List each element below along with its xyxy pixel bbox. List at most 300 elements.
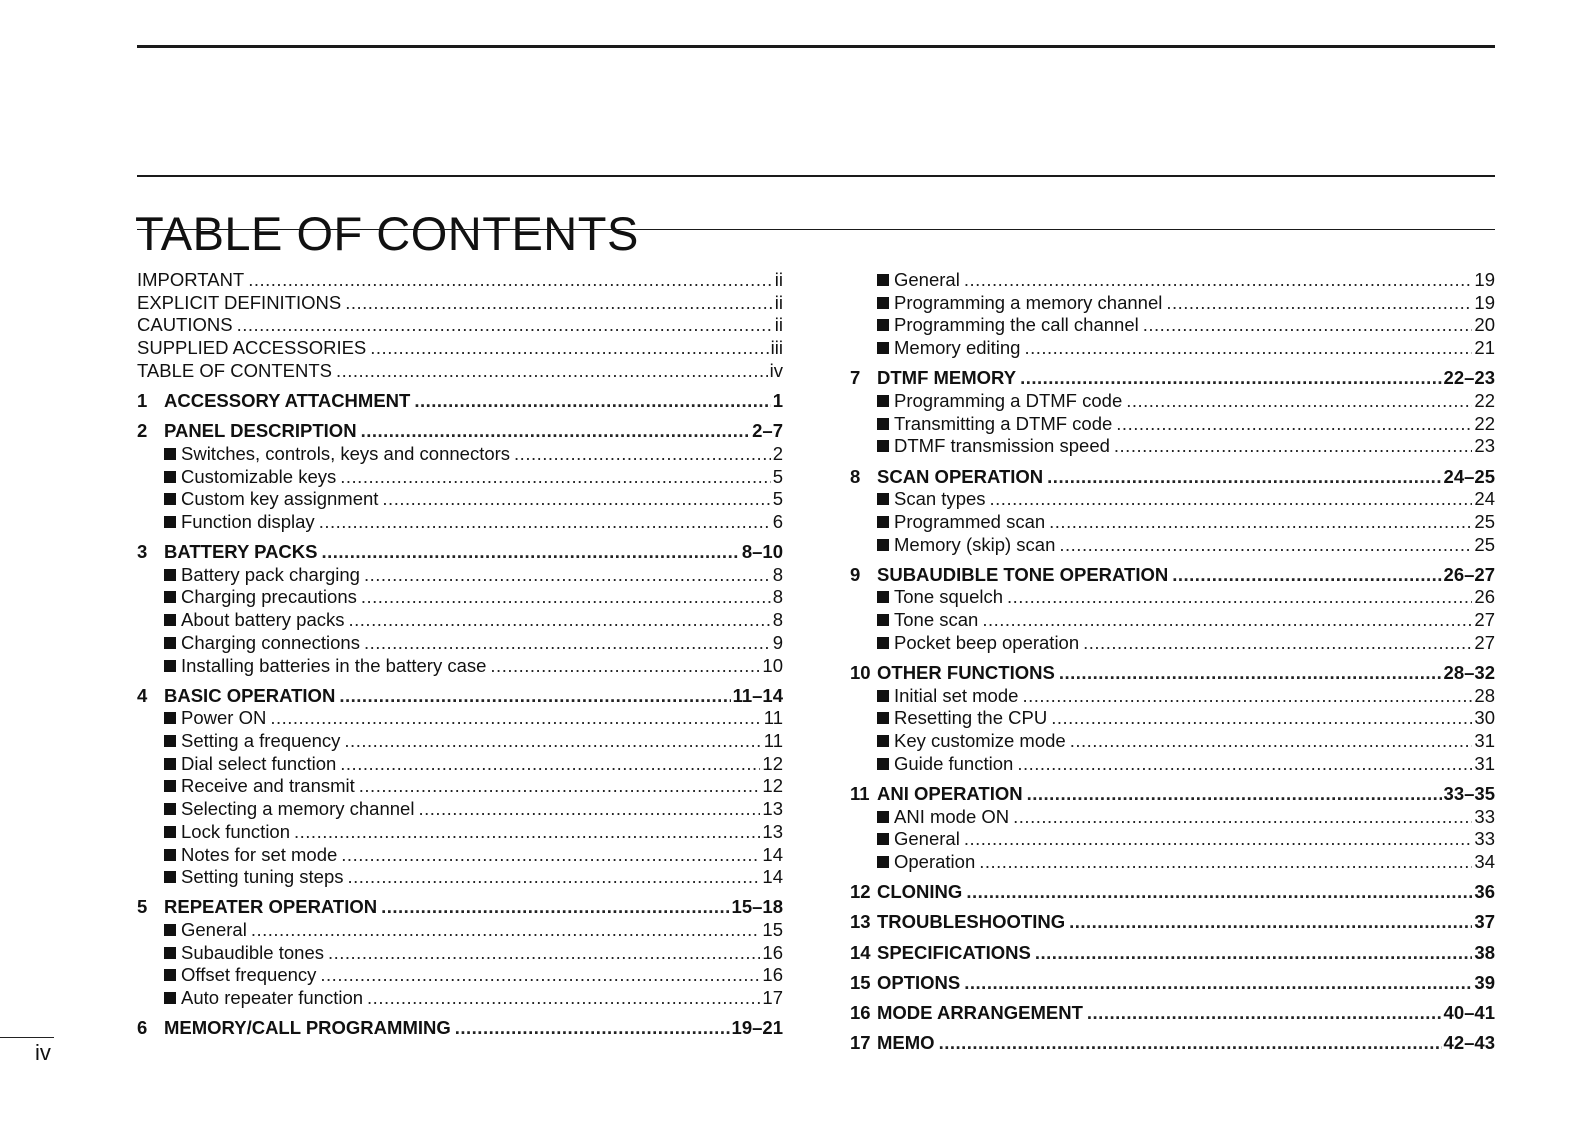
toc-entry-page: 16 — [762, 941, 783, 963]
toc-entry[interactable] — [137, 488, 783, 511]
dot-leader — [270, 707, 761, 730]
toc-entry-title: DTMF MEMORY — [877, 367, 1017, 389]
square-bullet-icon — [164, 947, 176, 959]
toc-entry-title: Receive and transmit — [181, 775, 355, 797]
toc-entry-page: 6 — [772, 510, 783, 532]
square-bullet-icon — [164, 849, 176, 861]
toc-entry[interactable] — [850, 292, 1495, 315]
toc-entry-title: Subaudible tones — [181, 941, 324, 963]
toc-entry[interactable] — [850, 972, 1495, 995]
toc-entry[interactable] — [850, 632, 1495, 655]
toc-entry[interactable] — [137, 730, 783, 753]
toc-entry[interactable] — [137, 775, 783, 798]
toc-entry-page: 34 — [1474, 851, 1495, 872]
square-bullet-icon — [164, 803, 176, 815]
toc-entry-title: Switches, controls, keys and connectors — [181, 442, 511, 464]
toc-entry[interactable] — [850, 911, 1495, 934]
toc-entry-page: 19–21 — [731, 1017, 783, 1039]
toc-entry[interactable] — [850, 1032, 1495, 1055]
toc-entry-title: EXPLICIT DEFINITIONS — [137, 291, 342, 313]
toc-entry-title: Scan types — [894, 488, 986, 510]
toc-entry[interactable] — [137, 337, 783, 360]
square-bullet-icon — [164, 660, 176, 672]
dot-leader — [1013, 806, 1472, 829]
toc-entry[interactable] — [850, 806, 1495, 829]
dot-leader — [1166, 292, 1472, 315]
toc-entry-page: 14 — [762, 866, 783, 888]
dot-leader — [361, 586, 771, 609]
toc-entry[interactable] — [137, 314, 783, 337]
toc-entry-number: 16 — [850, 1001, 871, 1023]
dot-leader — [966, 881, 1472, 904]
toc-entry[interactable] — [137, 844, 783, 867]
square-bullet-icon — [164, 471, 176, 483]
dot-leader — [1172, 564, 1441, 587]
square-bullet-icon — [164, 493, 176, 505]
toc-entry[interactable] — [137, 987, 783, 1010]
toc-entry[interactable] — [137, 292, 783, 315]
toc-entry-page: 17 — [762, 987, 783, 1009]
square-bullet-icon — [877, 395, 889, 407]
dot-leader — [320, 964, 760, 987]
toc-entry-title: Programming a memory channel — [894, 291, 1163, 313]
toc-entry[interactable] — [850, 828, 1495, 851]
toc-entry[interactable] — [850, 511, 1495, 534]
toc-entry-page: 39 — [1474, 971, 1495, 993]
dot-leader — [294, 821, 760, 844]
toc-entry-title: Custom key assignment — [181, 488, 379, 510]
toc-entry-page: 33 — [1474, 805, 1495, 827]
toc-entry-page: 24 — [1474, 488, 1495, 510]
toc-entry-title: Initial set mode — [894, 684, 1019, 706]
dot-leader — [455, 1017, 730, 1040]
toc-entry-title: Key customize mode — [894, 730, 1066, 752]
toc-entry-title: MEMORY/CALL PROGRAMMING — [164, 1017, 451, 1039]
toc-entry-page: 22 — [1474, 389, 1495, 411]
toc-entry[interactable] — [137, 1017, 783, 1040]
square-bullet-icon — [877, 690, 889, 702]
toc-entry-page: 11 — [763, 730, 783, 752]
toc-entry-page: ii — [774, 314, 783, 336]
dot-leader — [490, 655, 760, 678]
square-bullet-icon — [164, 758, 176, 770]
toc-entry-number: 12 — [850, 881, 871, 903]
toc-entry-page: 28–32 — [1443, 662, 1495, 683]
toc-entry-page: 8 — [772, 609, 783, 631]
dot-leader — [979, 851, 1472, 874]
toc-entry[interactable] — [137, 866, 783, 889]
toc-entry-page: 36 — [1474, 881, 1495, 903]
toc-entry-page: 33–35 — [1443, 782, 1495, 804]
toc-entry-title: Battery pack charging — [181, 563, 360, 585]
toc-entry-number: 8 — [850, 465, 861, 487]
dot-leader — [381, 896, 729, 919]
square-bullet-icon — [164, 780, 176, 792]
dot-leader — [939, 1032, 1442, 1055]
toc-entry[interactable] — [137, 269, 783, 292]
toc-entry-page: 13 — [762, 820, 783, 842]
square-bullet-icon — [164, 969, 176, 981]
dot-leader — [418, 798, 760, 821]
toc-entry[interactable] — [850, 337, 1495, 360]
toc-entry-title: ACCESSORY ATTACHMENT — [164, 389, 411, 411]
dot-leader — [1126, 390, 1472, 413]
toc-entry-title: Programmed scan — [894, 510, 1046, 532]
toc-entry[interactable] — [137, 942, 783, 965]
dot-leader — [328, 942, 760, 965]
dot-leader — [339, 685, 730, 708]
square-bullet-icon — [164, 871, 176, 883]
toc-entry-title: PANEL DESCRIPTION — [164, 420, 357, 442]
square-bullet-icon — [877, 440, 889, 452]
dot-leader — [964, 269, 1473, 292]
toc-entry-title: CLONING — [877, 881, 963, 903]
dot-leader — [414, 390, 770, 413]
toc-right-column — [850, 269, 1495, 1055]
toc-entry-title: Tone squelch — [894, 586, 1004, 608]
toc-entry[interactable] — [137, 919, 783, 942]
toc-entry[interactable] — [850, 942, 1495, 965]
square-bullet-icon — [877, 811, 889, 823]
dot-leader — [1087, 1002, 1442, 1025]
square-bullet-icon — [164, 637, 176, 649]
square-bullet-icon — [877, 297, 889, 309]
toc-entry-number: 7 — [850, 367, 861, 389]
toc-entry[interactable] — [850, 851, 1495, 874]
toc-entry-number: 15 — [850, 971, 871, 993]
dot-leader — [251, 919, 761, 942]
toc-entry[interactable] — [850, 881, 1495, 904]
square-bullet-icon — [877, 712, 889, 724]
toc-entry-page: 5 — [772, 465, 783, 487]
dot-leader — [344, 730, 761, 753]
toc-entry-page: 14 — [762, 843, 783, 865]
dot-leader — [1020, 367, 1441, 390]
dot-leader — [1049, 511, 1472, 534]
toc-entry[interactable] — [137, 390, 783, 413]
dot-leader — [248, 269, 773, 292]
dot-leader — [1143, 314, 1473, 337]
toc-entry[interactable] — [137, 511, 783, 534]
toc-entry-title: Setting a frequency — [181, 730, 341, 752]
toc-entry-title: MODE ARRANGEMENT — [877, 1001, 1083, 1023]
square-bullet-icon — [164, 569, 176, 581]
toc-entry-number: 1 — [137, 389, 148, 411]
dot-leader — [361, 420, 751, 443]
square-bullet-icon — [877, 833, 889, 845]
toc-entry-page: 21 — [1474, 337, 1495, 359]
dot-leader — [364, 632, 771, 655]
toc-entry-page: 10 — [762, 654, 783, 676]
dot-leader — [964, 972, 1472, 995]
toc-entry-title: Transmitting a DTMF code — [894, 412, 1113, 434]
toc-entry[interactable] — [850, 783, 1495, 806]
square-bullet-icon — [877, 539, 889, 551]
toc-entry-title: Notes for set mode — [181, 843, 338, 865]
toc-entry-page: 8–10 — [741, 541, 783, 563]
toc-entry-page: 11–14 — [732, 684, 783, 706]
toc-entry-title: General — [894, 828, 960, 850]
toc-entry[interactable] — [850, 662, 1495, 685]
toc-entry-page: 20 — [1474, 314, 1495, 336]
toc-entry[interactable] — [850, 390, 1495, 413]
toc-entry-page: 37 — [1474, 911, 1495, 933]
square-bullet-icon — [877, 418, 889, 430]
toc-entry-page: 16 — [762, 964, 783, 986]
toc-entry[interactable] — [137, 609, 783, 632]
toc-entry[interactable] — [137, 420, 783, 443]
toc-entry[interactable] — [850, 707, 1495, 730]
dot-leader — [1051, 707, 1472, 730]
toc-entry-title: Lock function — [181, 820, 291, 842]
toc-entry-title: Programming the call channel — [894, 314, 1139, 336]
dot-leader — [514, 443, 771, 466]
page-title: TABLE OF CONTENTS — [135, 207, 639, 261]
toc-entry-title: General — [894, 269, 960, 290]
toc-entry-page: 40–41 — [1443, 1001, 1495, 1023]
toc-entry-title: Power ON — [181, 707, 267, 729]
toc-entry-title: BATTERY PACKS — [164, 541, 318, 563]
toc-entry-title: Function display — [181, 510, 315, 532]
toc-entry-page: ii — [774, 291, 783, 313]
square-bullet-icon — [164, 712, 176, 724]
toc-entry-page: 25 — [1474, 533, 1495, 555]
toc-entry-page: 8 — [772, 563, 783, 585]
toc-entry[interactable] — [850, 367, 1495, 390]
toc-entry[interactable] — [850, 466, 1495, 489]
toc-entry[interactable] — [850, 753, 1495, 776]
toc-entry-page: 1 — [772, 389, 783, 411]
toc-entry-title: Charging connections — [181, 631, 360, 653]
toc-entry-page: 13 — [762, 798, 783, 820]
dot-leader — [1035, 942, 1473, 965]
toc-entry-title: Memory editing — [894, 337, 1021, 359]
toc-entry-title: DTMF transmission speed — [894, 435, 1110, 457]
toc-entry-title: IMPORTANT — [137, 269, 245, 290]
square-bullet-icon — [877, 856, 889, 868]
dot-leader — [1116, 413, 1472, 436]
square-bullet-icon — [877, 758, 889, 770]
toc-entry-page: 31 — [1474, 730, 1495, 752]
toc-entry-page: 28 — [1474, 684, 1495, 706]
toc-entry-page: 2–7 — [752, 420, 783, 442]
toc-entry[interactable] — [850, 534, 1495, 557]
toc-entry[interactable] — [850, 435, 1495, 458]
toc-entry[interactable] — [850, 1002, 1495, 1025]
toc-entry-title: OTHER FUNCTIONS — [877, 662, 1055, 683]
toc-entry-title: Dial select function — [181, 752, 337, 774]
dot-leader — [1047, 466, 1441, 489]
toc-entry[interactable] — [850, 413, 1495, 436]
toc-entry-page: 11 — [763, 707, 783, 729]
toc-entry[interactable] — [137, 798, 783, 821]
dot-leader — [340, 753, 760, 776]
square-bullet-icon — [877, 614, 889, 626]
toc-entry-page: 12 — [762, 752, 783, 774]
title-bottom-rule — [137, 229, 1495, 230]
dot-leader — [964, 828, 1473, 851]
toc-entry-page: 22–23 — [1443, 367, 1495, 389]
toc-entry-title: Resetting the CPU — [894, 707, 1048, 729]
square-bullet-icon — [877, 342, 889, 354]
toc-entry[interactable] — [137, 685, 783, 708]
toc-entry-page: 33 — [1474, 828, 1495, 850]
dot-leader — [349, 609, 771, 632]
toc-entry-title: TABLE OF CONTENTS — [137, 359, 332, 381]
toc-entry-page: 30 — [1474, 707, 1495, 729]
toc-entry-page: 2 — [772, 442, 783, 464]
toc-entry-page: 15 — [762, 919, 783, 941]
toc-entry[interactable] — [850, 609, 1495, 632]
toc-entry[interactable] — [850, 314, 1495, 337]
toc-entry-page: 27 — [1474, 631, 1495, 653]
title-top-rule — [137, 175, 1495, 177]
toc-entry-page: 9 — [772, 631, 783, 653]
toc-entry-number: 9 — [850, 563, 861, 585]
toc-entry-page: 26 — [1474, 586, 1495, 608]
toc-entry-title: Memory (skip) scan — [894, 533, 1056, 555]
toc-entry-page: 24–25 — [1443, 465, 1495, 487]
toc-entry-page: 12 — [762, 775, 783, 797]
dot-leader — [1083, 632, 1472, 655]
toc-entry-page: iii — [770, 337, 783, 359]
square-bullet-icon — [164, 924, 176, 936]
toc-entry[interactable] — [137, 964, 783, 987]
toc-entry-title: Auto repeater function — [181, 987, 364, 1009]
dot-leader — [359, 775, 761, 798]
square-bullet-icon — [877, 516, 889, 528]
toc-entry-page: 27 — [1474, 609, 1495, 631]
dot-leader — [336, 360, 768, 383]
square-bullet-icon — [164, 826, 176, 838]
square-bullet-icon — [164, 614, 176, 626]
toc-entry-title: BASIC OPERATION — [164, 684, 336, 706]
dot-leader — [341, 844, 760, 867]
toc-entry-number: 14 — [850, 941, 871, 963]
top-rule — [137, 45, 1495, 48]
dot-leader — [382, 488, 770, 511]
page-number: iv — [35, 1040, 51, 1065]
square-bullet-icon — [877, 493, 889, 505]
toc-entry-title: SPECIFICATIONS — [877, 941, 1031, 963]
toc-entry[interactable] — [137, 564, 783, 587]
toc-entry-number: 11 — [850, 782, 870, 804]
toc-entry[interactable] — [137, 443, 783, 466]
toc-entry-page: 26–27 — [1443, 563, 1495, 585]
dot-leader — [364, 564, 771, 587]
dot-leader — [370, 337, 768, 360]
square-bullet-icon — [877, 591, 889, 603]
square-bullet-icon — [164, 735, 176, 747]
toc-entry-page: 8 — [772, 586, 783, 608]
toc-entry-title: Setting tuning steps — [181, 866, 344, 888]
toc-entry-title: ANI OPERATION — [877, 782, 1023, 804]
toc-entry[interactable] — [137, 896, 783, 919]
toc-entry-number: 17 — [850, 1032, 871, 1054]
dot-leader — [982, 609, 1472, 632]
dot-leader — [1022, 685, 1472, 708]
dot-leader — [990, 488, 1473, 511]
toc-entry-page: iv — [769, 359, 783, 381]
toc-entry-page: 22 — [1474, 412, 1495, 434]
toc-entry-title: Charging precautions — [181, 586, 357, 608]
toc-entry-page: 31 — [1474, 752, 1495, 774]
toc-entry[interactable] — [137, 753, 783, 776]
toc-entry-page: 38 — [1474, 941, 1495, 963]
dot-leader — [1070, 730, 1473, 753]
dot-leader — [1027, 783, 1442, 806]
toc-entry-title: Selecting a memory channel — [181, 798, 415, 820]
toc-entry[interactable] — [137, 541, 783, 564]
toc-entry-page: 25 — [1474, 510, 1495, 532]
toc-entry-page: ii — [774, 269, 783, 290]
toc-entry[interactable] — [850, 586, 1495, 609]
toc-entry-title: Tone scan — [894, 609, 979, 631]
toc-entry-title: Customizable keys — [181, 465, 337, 487]
toc-entry[interactable] — [137, 655, 783, 678]
toc-entry-title: MEMO — [877, 1032, 935, 1054]
toc-entry[interactable] — [137, 466, 783, 489]
toc-entry-page: 42–43 — [1443, 1032, 1495, 1054]
dot-leader — [1017, 753, 1472, 776]
toc-entry-title: Offset frequency — [181, 964, 317, 986]
square-bullet-icon — [164, 992, 176, 1004]
toc-entry[interactable] — [137, 632, 783, 655]
toc-entry-title: SUPPLIED ACCESSORIES — [137, 337, 367, 359]
dot-leader — [1069, 911, 1472, 934]
square-bullet-icon — [877, 319, 889, 331]
dot-leader — [1114, 435, 1473, 458]
toc-entry[interactable] — [850, 685, 1495, 708]
toc-entry[interactable] — [850, 564, 1495, 587]
toc-entry-title: About battery packs — [181, 609, 345, 631]
toc-left-column — [137, 269, 783, 1040]
toc-entry-page: 23 — [1474, 435, 1495, 457]
toc-entry-page: 15–18 — [731, 896, 783, 918]
toc-entry[interactable] — [850, 488, 1495, 511]
square-bullet-icon — [164, 448, 176, 460]
dot-leader — [345, 292, 773, 315]
toc-entry-page: 5 — [772, 488, 783, 510]
toc-entry[interactable] — [850, 730, 1495, 753]
toc-entry-title: Installing batteries in the battery case — [181, 654, 487, 676]
toc-entry-title: REPEATER OPERATION — [164, 896, 378, 918]
toc-entry-title: ANI mode ON — [894, 805, 1010, 827]
toc-entry-title: Operation — [894, 851, 976, 872]
toc-entry-number: 10 — [850, 662, 871, 683]
toc-entry[interactable] — [137, 586, 783, 609]
toc-entry[interactable] — [137, 821, 783, 844]
toc-entry-title: Pocket beep operation — [894, 631, 1080, 653]
toc-entry-title: OPTIONS — [877, 971, 961, 993]
toc-entry-title: Guide function — [894, 752, 1014, 774]
toc-entry[interactable] — [137, 707, 783, 730]
dot-leader — [319, 511, 771, 534]
toc-entry-title: General — [181, 919, 247, 941]
toc-entry-number: 2 — [137, 420, 148, 442]
square-bullet-icon — [164, 516, 176, 528]
square-bullet-icon — [877, 274, 889, 286]
toc-entry-page: 19 — [1474, 269, 1495, 290]
toc-entry[interactable] — [137, 360, 783, 383]
dot-leader — [340, 466, 770, 489]
toc-entry-number: 4 — [137, 684, 148, 706]
toc-entry-number: 5 — [137, 896, 148, 918]
toc-entry[interactable] — [850, 269, 1495, 292]
toc-entry-title: SCAN OPERATION — [877, 465, 1044, 487]
dot-leader — [348, 866, 761, 889]
dot-leader — [1059, 534, 1472, 557]
